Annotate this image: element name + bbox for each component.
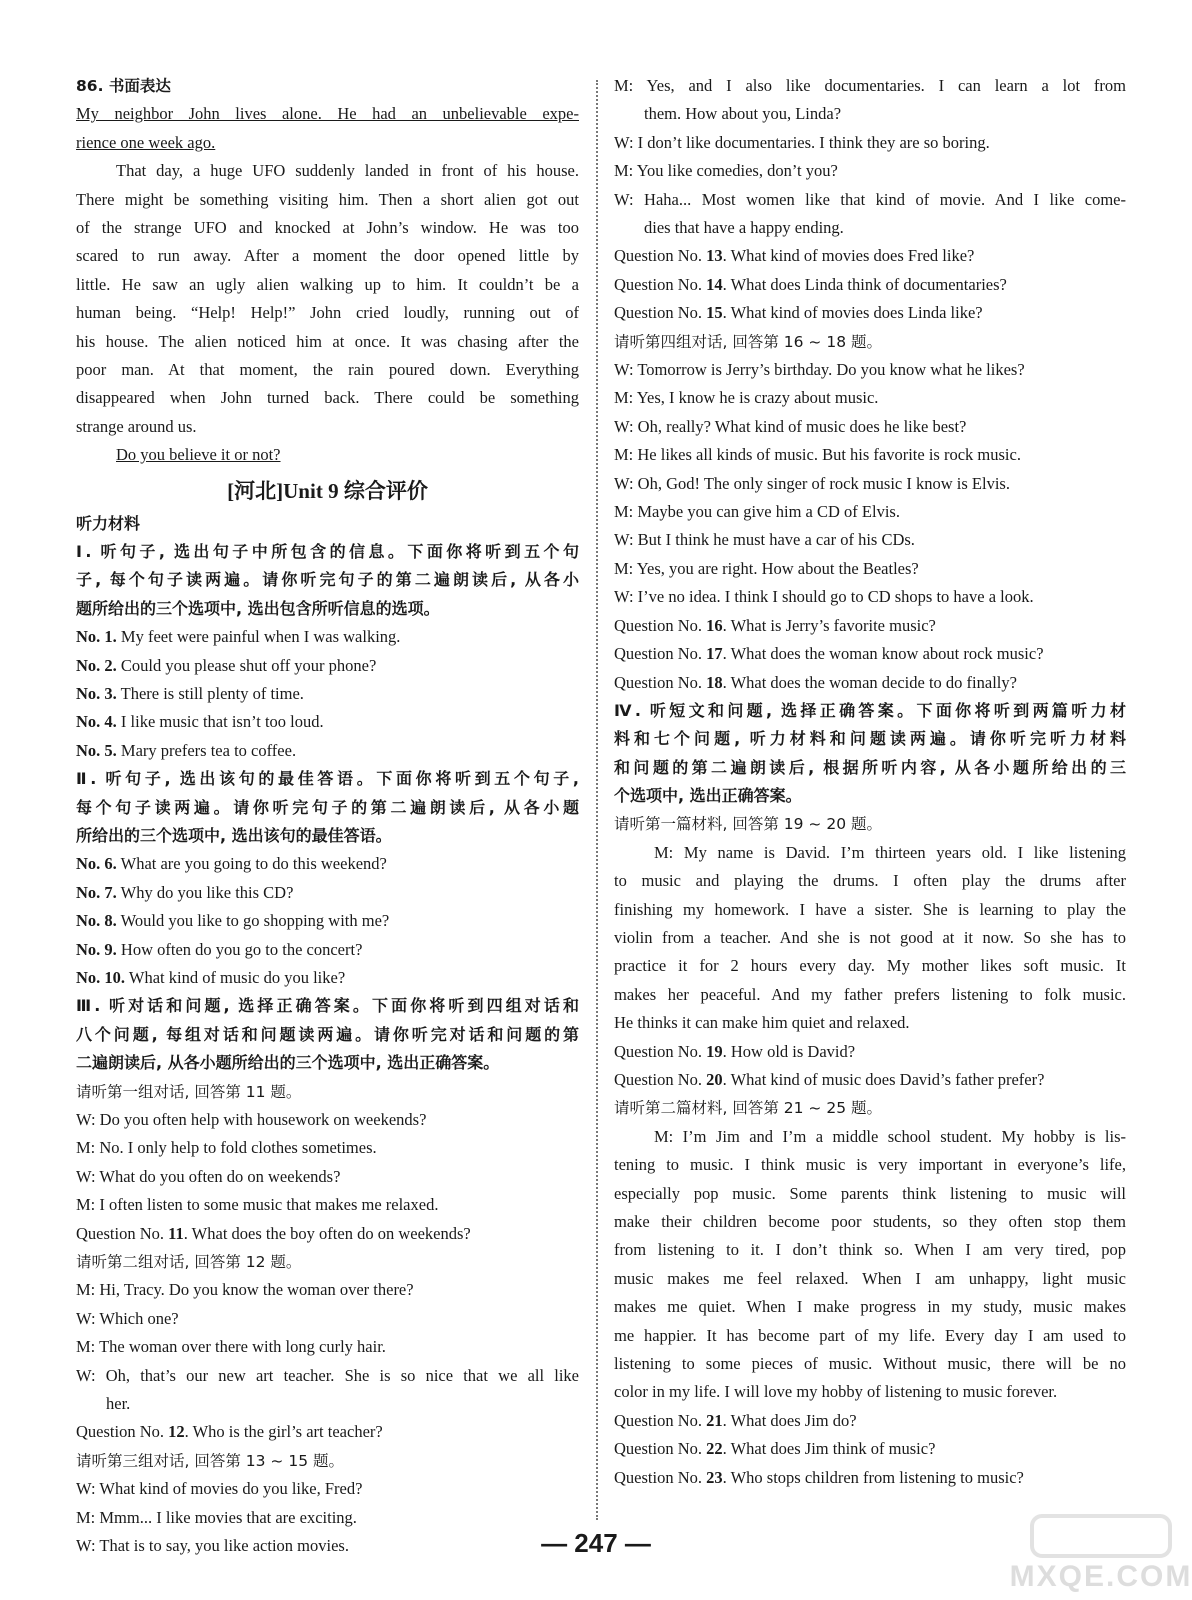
group-label: 请听第二组对话, 回答第 12 题。 (76, 1253, 302, 1271)
list-item: No. 4. I like music that isn’t too loud. (76, 712, 324, 732)
dialogue-line: W: Oh, God! The only singer of rock music I know is Elvis. (614, 473, 1010, 493)
dialogue-line: M: You like comedies, don’t you? (614, 161, 838, 181)
watermark-logo (1009, 1512, 1192, 1594)
question-line: Question No. 11. What does the boy often do on weekends? (76, 1223, 471, 1243)
passage-line: M: My name is David. I’m thirteen years old. I like listening (654, 842, 1126, 862)
question-line: Question No. 16. What is Jerry’s favorite music? (614, 615, 936, 635)
list-item: No. 9. How often do you go to the concert? (76, 939, 363, 959)
section-2-instruction: 所给出的三个选项中, 选出该句的最佳答语。 (76, 825, 392, 845)
list-item: No. 5. Mary prefers tea to coffee. (76, 740, 297, 760)
essay-line: of the strange UFO and knocked at John’s window. He was too (76, 217, 579, 237)
passage-line: from listening to it. I don’t think so. When I am very tired, pop (614, 1240, 1126, 1260)
essay-line: rience one week ago. (76, 132, 216, 152)
question-line: Question No. 17. What does the woman know about rock music? (614, 644, 1044, 664)
passage-line: M: I’m Jim and I’m a middle school student. My hobby is lis- (654, 1126, 1126, 1146)
essay-heading: 86. 书面表达 (76, 77, 171, 95)
question-line: Question No. 18. What does the woman decide to do finally? (614, 672, 1017, 692)
question-line: Question No. 19. How old is David? (614, 1041, 856, 1061)
essay-line: My neighbor John lives alone. He had an unbelievable expe- (76, 104, 579, 124)
essay-line: poor man. At that moment, the rain poured down. Everything (76, 359, 579, 379)
dialogue-line: W: What kind of movies do you like, Fred? (76, 1479, 363, 1499)
question-line: Question No. 14. What does Linda think of documentaries? (614, 274, 1007, 294)
passage-line: me happier. It has become part of my life. Every day I am used to (614, 1325, 1126, 1345)
passage-line: finishing my homework. I have a sister. She is learning to play the (614, 899, 1126, 919)
dialogue-line: W: Haha... Most women like that kind of movie. And I like come- (614, 189, 1126, 209)
dialogue-line: W: I don’t like documentaries. I think they are so boring. (614, 132, 990, 152)
dialogue-line: W: Oh, that’s our new art teacher. She is so nice that we all like (76, 1365, 579, 1385)
dialogue-line: W: I’ve no idea. I think I should go to CD shops to have a look. (614, 587, 1034, 607)
passage-line: to music and playing the drums. I often play the drums after (614, 871, 1126, 891)
section-2-instruction: Ⅱ. 听句子, 选出该句的最佳答语。下面你将听到五个句子, (76, 769, 579, 789)
dialogue-line: M: Yes, and I also like documentaries. I can learn a lot from (614, 76, 1126, 95)
passage-line: color in my life. I will love my hobby of listening to music forever. (614, 1382, 1058, 1402)
dialogue-line: M: No. I only help to fold clothes sometimes. (76, 1138, 377, 1158)
dialogue-line: M: Mmm... I like movies that are exciting. (76, 1507, 357, 1527)
passage-line: makes me quiet. When I make progress in my study, music makes (614, 1297, 1126, 1317)
list-item: No. 10. What kind of music do you like? (76, 967, 346, 987)
dialogue-line: M: I often listen to some music that makes me relaxed. (76, 1195, 439, 1215)
dialogue-line: M: Hi, Tracy. Do you know the woman over there? (76, 1280, 414, 1300)
essay-line: his house. The alien noticed him at once. It was chasing after the (76, 331, 579, 351)
group-label: 请听第三组对话, 回答第 13 ~ 15 题。 (76, 1451, 344, 1470)
section-2-instruction: 每个句子读两遍。请你听完句子的第二遍朗读后, 从各小题 (76, 797, 579, 817)
dialogue-line: M: He likes all kinds of music. But his favorite is rock music. (614, 445, 1021, 465)
section-4-instruction: 和问题的第二遍朗读后, 根据所听内容, 从各小题所给出的三 (614, 757, 1126, 777)
question-line: Question No. 20. What kind of music does David’s father prefer? (614, 1070, 1045, 1090)
listening-label: 听力材料 (76, 513, 141, 533)
dialogue-line: W: But I think he must have a car of his CDs. (614, 530, 915, 550)
essay-line: disappeared when John turned back. There could be something (76, 388, 579, 408)
essay-line: strange around us. (76, 416, 197, 436)
group-label: 请听第四组对话, 回答第 16 ~ 18 题。 (614, 332, 882, 351)
passage-line: listening to some pieces of music. Without music, there will be no (614, 1353, 1126, 1373)
dialogue-line: M: Yes, I know he is crazy about music. (614, 388, 879, 408)
section-1-instruction: Ⅰ. 听句子, 选出句子中所包含的信息。下面你将听到五个句 (76, 541, 579, 561)
dialogue-line: W: Tomorrow is Jerry’s birthday. Do you know what he likes? (614, 360, 1025, 380)
dialogue-line: W: Which one? (76, 1308, 179, 1328)
section-3-instruction: 二遍朗读后, 从各小题所给出的三个选项中, 选出正确答案。 (76, 1053, 500, 1073)
question-line: Question No. 15. What kind of movies does Linda like? (614, 303, 983, 323)
essay-line: human being. “Help! Help!” John cried loudly, running out of (76, 303, 579, 323)
group-label: 请听第一组对话, 回答第 11 题。 (76, 1082, 302, 1101)
essay-line: scared to run away. After a moment the door opened little by (76, 246, 579, 266)
list-item: No. 3. There is still plenty of time. (76, 683, 304, 703)
section-4-instruction: Ⅳ. 听短文和问题, 选择正确答案。下面你将听到两篇听力材 (614, 700, 1126, 720)
dialogue-line: W: Do you often help with housework on weekends? (76, 1109, 427, 1129)
left-column (76, 72, 579, 1560)
section-1-instruction: 题所给出的三个选项中, 选出包含所听信息的选项。 (76, 598, 440, 618)
dialogue-line: her. (106, 1394, 131, 1414)
list-item: No. 2. Could you please shut off your phone? (76, 655, 377, 675)
passage-line: practice it for 2 hours every day. My mother likes soft music. It (614, 956, 1126, 976)
section-4-instruction: 个选项中, 选出正确答案。 (614, 786, 802, 806)
passage-line: make their children become poor students, so they often stop them (614, 1212, 1126, 1232)
question-line: Question No. 22. What does Jim think of music? (614, 1439, 936, 1459)
question-line: Question No. 12. Who is the girl’s art teacher? (76, 1422, 383, 1442)
list-item: No. 8. Would you like to go shopping with me? (76, 911, 390, 931)
passage-line: music makes me feel relaxed. When I am unhappy, light music (614, 1268, 1126, 1288)
dialogue-line: them. How about you, Linda? (644, 104, 842, 124)
dialogue-line: M: Maybe you can give him a CD of Elvis. (614, 502, 900, 522)
svg-text:MXQE.COM: MXQE.COM (1009, 1560, 1192, 1593)
dialogue-line: M: Yes, you are right. How about the Beatles? (614, 558, 919, 578)
section-1-instruction: 子, 每个句子读两遍。请你听完句子的第二遍朗读后, 从各小 (76, 570, 579, 590)
section-3-instruction: Ⅲ. 听对话和问题, 选择正确答案。下面你将听到四组对话和 (76, 996, 579, 1016)
column-divider (596, 80, 598, 1520)
page-number: — 247 — (541, 1528, 651, 1558)
unit-title: [河北]Unit 9 综合评价 (227, 478, 428, 503)
list-item: No. 1. My feet were painful when I was walking. (76, 627, 401, 647)
passage-line: especially pop music. Some parents think listening to music will (614, 1183, 1126, 1203)
dialogue-line: W: That is to say, you like action movies. (76, 1536, 349, 1556)
passage-line: He thinks it can make him quiet and relaxed. (614, 1013, 910, 1033)
dialogue-line: W: What do you often do on weekends? (76, 1166, 341, 1186)
passage-line: tening to music. I think music is very important in everyone’s life, (614, 1155, 1126, 1175)
passage-label: 请听第一篇材料, 回答第 19 ~ 20 题。 (614, 815, 882, 834)
passage-label: 请听第二篇材料, 回答第 21 ~ 25 题。 (614, 1099, 882, 1118)
section-4-instruction: 料和七个问题, 听力材料和问题读两遍。请你听完听力材料 (614, 729, 1126, 749)
essay-line: little. He saw an ugly alien walking up to him. It couldn’t be a (76, 274, 579, 294)
essay-line: There might be something visiting him. Then a short alien got out (76, 189, 579, 209)
essay-closing: Do you believe it or not? (116, 445, 281, 465)
dialogue-line: W: Oh, really? What kind of music does he like best? (614, 416, 967, 436)
list-item: No. 7. Why do you like this CD? (76, 882, 294, 902)
right-column (614, 72, 1126, 1492)
question-line: Question No. 13. What kind of movies does Fred like? (614, 246, 975, 266)
passage-line: makes her peaceful. And my father prefers listening to folk music. (614, 984, 1126, 1004)
question-line: Question No. 21. What does Jim do? (614, 1410, 857, 1430)
dialogue-line: dies that have a happy ending. (644, 218, 844, 237)
question-line: Question No. 23. Who stops children from listening to music? (614, 1467, 1024, 1487)
passage-line: violin from a teacher. And she is not good at it now. So she has to (614, 928, 1126, 948)
dialogue-line: M: The woman over there with long curly hair. (76, 1337, 386, 1357)
list-item: No. 6. What are you going to do this weekend? (76, 854, 387, 874)
essay-line: That day, a huge UFO suddenly landed in front of his house. (116, 161, 579, 181)
section-3-instruction: 八个问题, 每组对话和问题读两遍。请你听完对话和问题的第 (76, 1024, 579, 1044)
